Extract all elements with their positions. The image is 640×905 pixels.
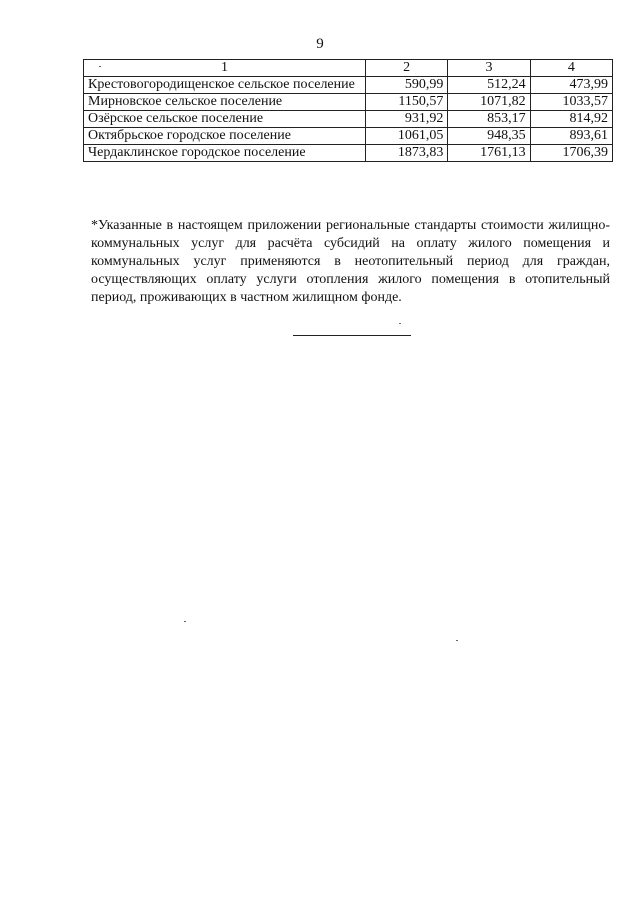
table-header-cell: 1 bbox=[84, 60, 366, 77]
scan-speck bbox=[399, 323, 401, 324]
table-row bbox=[84, 94, 613, 111]
settlement-name: Октябрьское городское поселение bbox=[84, 128, 366, 145]
scan-speck bbox=[456, 640, 458, 641]
value-col-4: 814,92 bbox=[530, 111, 612, 128]
value-col-2: 1873,83 bbox=[366, 145, 448, 162]
table-header-cell: 2 bbox=[366, 60, 448, 77]
value-col-2: 590,99 bbox=[366, 77, 448, 94]
settlement-name: Озёрское сельское поселение bbox=[84, 111, 366, 128]
value-col-4: 1033,57 bbox=[530, 94, 612, 111]
scan-speck bbox=[99, 66, 101, 67]
settlement-name: Мирновское сельское поселение bbox=[84, 94, 366, 111]
value-col-3: 1071,82 bbox=[448, 94, 530, 111]
closing-line bbox=[293, 335, 411, 336]
table-row bbox=[84, 145, 613, 162]
value-col-4: 893,61 bbox=[530, 128, 612, 145]
value-col-3: 512,24 bbox=[448, 77, 530, 94]
scan-speck bbox=[184, 621, 186, 622]
table-row bbox=[84, 111, 613, 128]
value-col-4: 1706,39 bbox=[530, 145, 612, 162]
table-header-row bbox=[84, 60, 613, 77]
table-row bbox=[84, 128, 613, 145]
value-col-2: 1061,05 bbox=[366, 128, 448, 145]
table-row bbox=[84, 77, 613, 94]
tariff-table bbox=[83, 59, 613, 162]
value-col-4: 473,99 bbox=[530, 77, 612, 94]
value-col-3: 1761,13 bbox=[448, 145, 530, 162]
value-col-3: 948,35 bbox=[448, 128, 530, 145]
footnote-text: *Указанные в настоящем приложении региональные стандарты стоимости жилищно-коммунальных услуг для расчёта субсидий на оплату жилого помещения и коммунальных услуг применяются в неотопительный период для граждан, осуществляющих оплату услуги отопления жилого помещения в отопительный период, проживающих в частном жилищном фонде. bbox=[91, 218, 610, 305]
table-header-cell: 3 bbox=[448, 60, 530, 77]
settlement-name: Крестовогородищенское сельское поселение bbox=[84, 77, 366, 94]
table-header-cell: 4 bbox=[530, 60, 612, 77]
value-col-2: 1150,57 bbox=[366, 94, 448, 111]
value-col-2: 931,92 bbox=[366, 111, 448, 128]
page-number: 9 bbox=[316, 36, 324, 52]
value-col-3: 853,17 bbox=[448, 111, 530, 128]
settlement-name: Чердаклинское городское поселение bbox=[84, 145, 366, 162]
